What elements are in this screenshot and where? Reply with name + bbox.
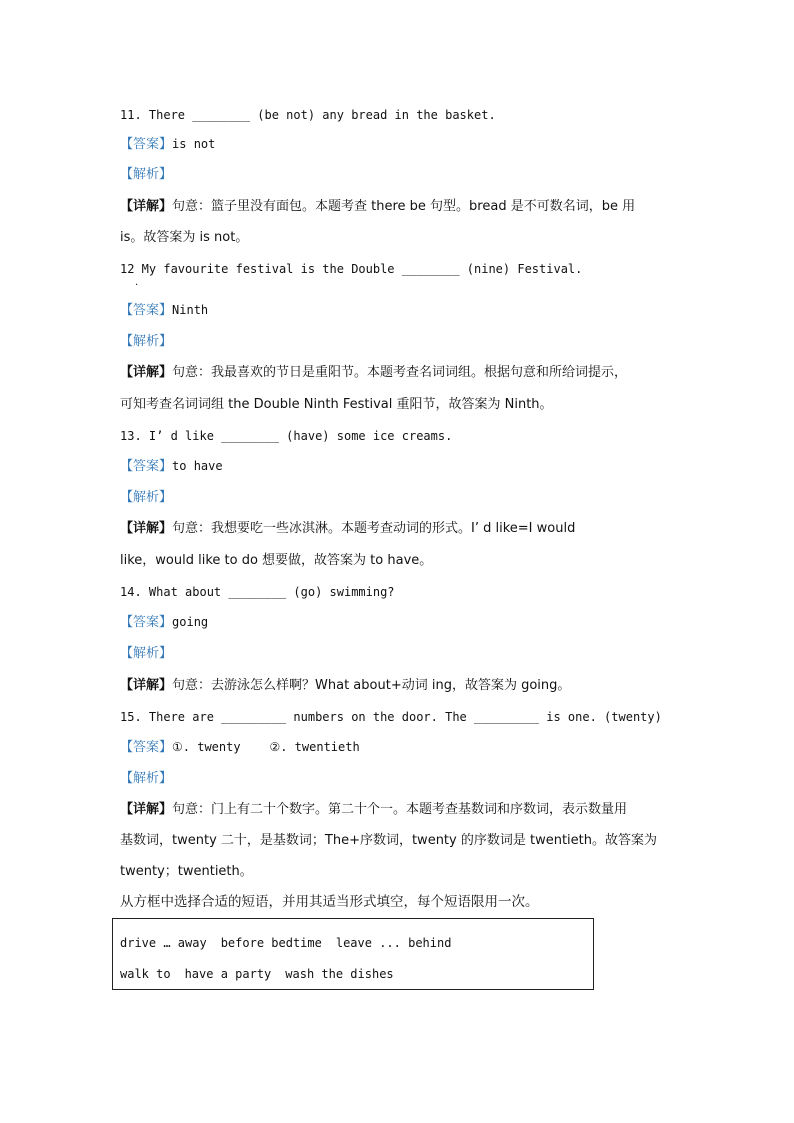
detail-line-15c: twenty；twentieth。 [120,864,253,879]
answer-text: ①. twenty ②. twentieth [172,740,360,754]
detail-line-13a [120,522,575,535]
analysis-tag: 【解析】 [120,167,173,182]
answer-line-11 [120,138,215,151]
detail-tag: 【详解】 [120,199,173,214]
detail-text: 句意：去游泳怎么样啊？What about+动词 ing，故答案为 going。 [172,678,571,693]
detail-line-11b: is。故答案为 is not。 [120,230,249,245]
detail-line-11a [120,200,635,213]
analysis-tag: 【解析】 [120,334,173,349]
answer-line-14 [120,616,208,629]
detail-text: 句意：我最喜欢的节日是重阳节。本题考查名词词组。根据句意和所给词提示， [172,365,628,380]
analysis-line-11 [120,168,172,181]
answer-line-12 [120,304,208,317]
section-instruction: 从方框中选择合适的短语，并用其适当形式填空，每个短语限用一次。 [120,894,539,910]
detail-line-14a [120,679,570,692]
answer-text: is not [172,137,216,151]
detail-line-15a [120,803,627,816]
question-11: 11. There ________ (be not) any bread in the basket. [120,108,496,122]
phrase-item: wash the dishes [285,967,394,981]
question-12: 12 My favourite festival is the Double ________ (nine) Festival. [120,262,583,276]
analysis-line-13 [120,491,172,504]
detail-text: 句意：我想要吃一些冰淇淋。本题考查动词的形式。I’ d like=I would [172,521,576,536]
answer-text: Ninth [172,303,209,317]
detail-line-12b: 可知考查名词词组 the Double Ninth Festival 重阳节，故答案为 Ninth。 [120,397,553,412]
analysis-tag: 【解析】 [120,771,173,786]
phrase-item: drive … away [120,936,207,950]
answer-tag: 【答案】 [120,740,173,755]
detail-tag: 【详解】 [120,678,173,693]
detail-tag: 【详解】 [120,521,173,536]
detail-line-13b: like，would like to do 想要做，故答案为 to have。 [120,553,433,568]
analysis-tag: 【解析】 [120,490,173,505]
answer-tag: 【答案】 [120,303,173,318]
detail-text: 句意：篮子里没有面包。本题考查 there be 句型。bread 是不可数名词，be 用 [172,199,636,214]
analysis-tag: 【解析】 [120,646,173,661]
question-15: 15. There are _________ numbers on the door. The _________ is one. (twenty) [120,710,662,724]
question-13: 13. I’ d like ________ (have) some ice creams. [120,429,453,443]
answer-text: to have [172,459,223,473]
phrase-item: leave ... behind [335,936,452,950]
dot-mark: · [135,280,139,291]
answer-line-13 [120,460,223,473]
answer-tag: 【答案】 [120,137,173,152]
detail-tag: 【详解】 [120,365,173,380]
detail-text: 句意：门上有二十个数字。第二十个一。本题考查基数词和序数词，表示数量用 [172,802,628,817]
answer-line-15 [120,741,360,754]
answer-tag: 【答案】 [120,459,173,474]
phrase-item: before bedtime [220,936,322,950]
analysis-line-15 [120,772,172,785]
phrase-box [112,918,594,990]
analysis-line-12 [120,335,172,348]
analysis-line-14 [120,647,172,660]
detail-line-15b: 基数词，twenty 二十，是基数词；The+序数词，twenty 的序数词是 twentieth。故答案为 [120,833,657,848]
phrase-item: walk to [120,967,171,981]
question-14: 14. What about ________ (go) swimming? [120,585,395,599]
detail-tag: 【详解】 [120,802,173,817]
phrase-row-2 [120,967,394,981]
answer-text: going [172,615,209,629]
detail-line-12a [120,366,627,379]
phrase-item: have a party [184,967,272,981]
phrase-row-1 [120,936,451,950]
answer-tag: 【答案】 [120,615,173,630]
